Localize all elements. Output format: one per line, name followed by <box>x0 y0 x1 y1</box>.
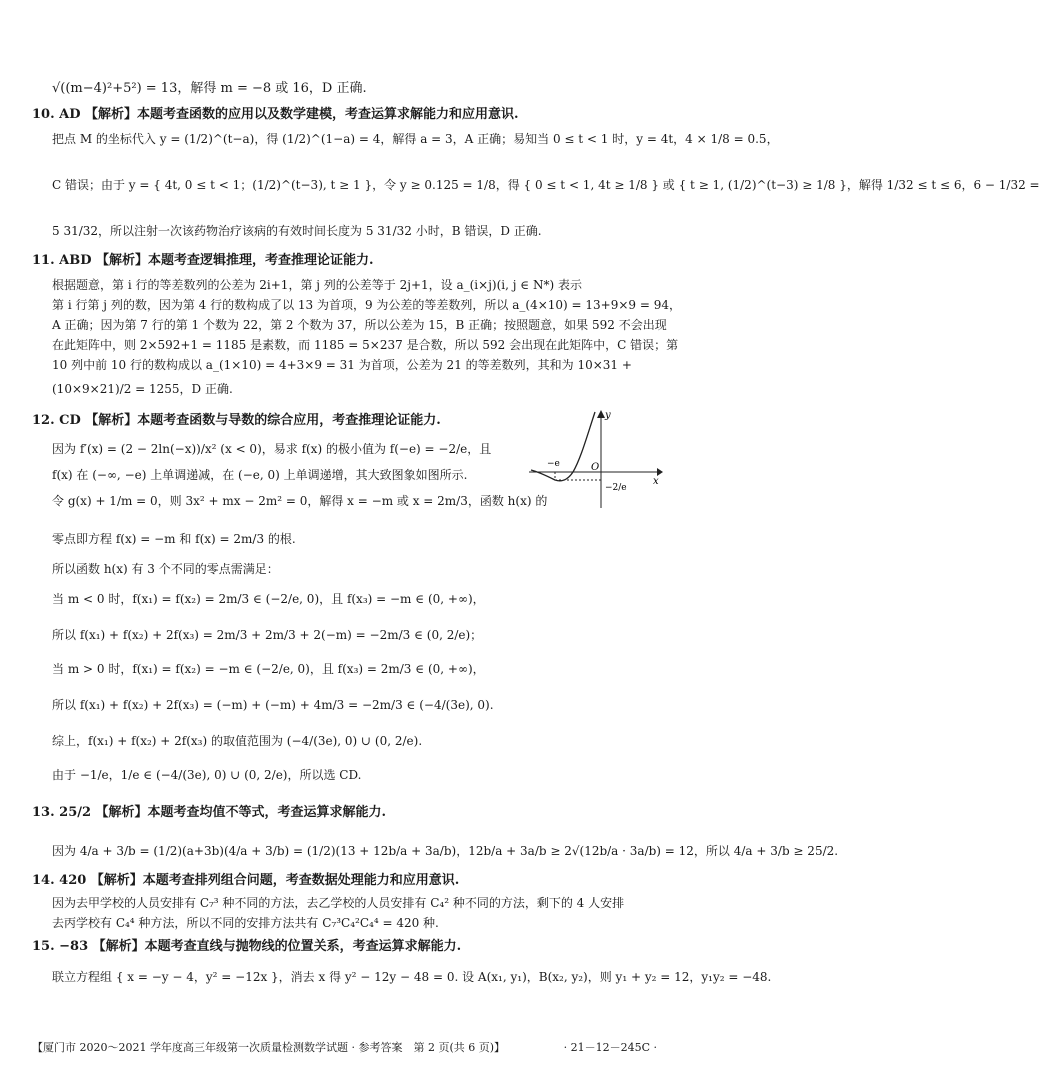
text-line: 当 m < 0 时，f(x₁) = f(x₂) = 2m/3 ∈ (−2/e, 0)，且 f(x₃) = −m ∈ (0, +∞)， <box>52 592 485 606</box>
text-line: f(x) 在 (−∞, −e) 上单调递减，在 (−e, 0) 上单调递增，其大致图象如图所示. <box>52 468 468 482</box>
text-line: 因为 4/a + 3/b = (1/2)(a+3b)(4/a + 3/b) = (1/2)(13 + 12b/a + 3a/b)，12b/a + 3a/b ≥ 2√(12b/a · 3a/b) = 12，所以 4/a + 3/b ≥ 25/2. <box>52 844 839 858</box>
x-axis-arrow-icon <box>657 468 663 476</box>
text-line: 把点 M 的坐标代入 y = (1/2)^(t−a)，得 (1/2)^(1−a) = 4，解得 a = 3，A 正确；易知当 0 ≤ t < 1 时，y = 4t，4 × 1/8 = 0.5， <box>52 132 779 146</box>
x-axis-label: x <box>653 476 659 487</box>
text-line: 零点即方程 f(x) = −m 和 f(x) = 2m/3 的根. <box>52 532 296 546</box>
text-line: 因为去甲学校的人员安排有 C₇³ 种不同的方法，去乙学校的人员安排有 C₄² 种不同的方法，剩下的 4 人安排 <box>52 896 625 910</box>
y-axis-arrow-icon <box>597 410 605 418</box>
function-graph <box>525 408 665 512</box>
answer-heading-14: 14. 420 【解析】本题考查排列组合问题，考查数据处理能力和应用意识. <box>32 873 460 888</box>
text-line: 联立方程组 { x = −y − 4，y² = −12x }，消去 x 得 y² − 12y − 48 = 0. 设 A(x₁, y₁)，B(x₂, y₂)，则 y₁ + y₂ = 12，y₁y₂ = −48. <box>52 970 772 984</box>
min-x-label: −e <box>547 459 560 469</box>
text-line: 根据题意，第 i 行的等差数列的公差为 2i+1，第 j 列的公差等于 2j+1，设 a_(i×j)(i, j ∈ N*) 表示 <box>52 278 582 292</box>
min-y-label: −2/e <box>605 483 627 493</box>
text-line: √((m−4)²+5²) = 13，解得 m = −8 或 16，D 正确. <box>52 81 367 96</box>
text-line: 因为 f′(x) = (2 − 2ln(−x))/x² (x < 0)，易求 f(x) 的极小值为 f(−e) = −2/e，且 <box>52 442 492 456</box>
text-line: A 正确；因为第 7 行的第 1 个数为 22，第 2 个数为 37，所以公差为 15，B 正确；按照题意，如果 592 不会出现 <box>52 318 667 332</box>
text-line: 由于 −1/e，1/e ∈ (−4/(3e), 0) ∪ (0, 2/e)，所以选 CD. <box>52 768 362 782</box>
text-line: (10×9×21)/2 = 1255，D 正确. <box>52 382 233 396</box>
text-line: 第 i 行第 j 列的数，因为第 4 行的数构成了以 13 为首项，9 为公差的等差数列，所以 a_(4×10) = 13+9×9 = 94， <box>52 298 682 312</box>
text-line: 所以 f(x₁) + f(x₂) + 2f(x₃) = 2m/3 + 2m/3 + 2(−m) = −2m/3 ∈ (0, 2/e)； <box>52 628 483 642</box>
text-line: 所以 f(x₁) + f(x₂) + 2f(x₃) = (−m) + (−m) + 4m/3 = −2m/3 ∈ (−4/(3e), 0). <box>52 698 494 712</box>
text-line: 5 31/32，所以注射一次该药物治疗该病的有效时间长度为 5 31/32 小时，B 错误，D 正确. <box>52 224 542 238</box>
text-line: 当 m > 0 时，f(x₁) = f(x₂) = −m ∈ (−2/e, 0)，且 f(x₃) = 2m/3 ∈ (0, +∞)， <box>52 662 485 676</box>
footer-title: 【厦门市 2020～2021 学年度高三年级第一次质量检测数学试题 · 参考答案 第 2 页(共 6 页)】 <box>32 1041 506 1054</box>
curve-f <box>531 412 595 481</box>
text-line: 所以函数 h(x) 有 3 个不同的零点需满足： <box>52 562 279 576</box>
text-line: 去丙学校有 C₄⁴ 种方法，所以不同的安排方法共有 C₇³C₄²C₄⁴ = 420 种. <box>52 916 439 930</box>
origin-label: O <box>591 462 600 473</box>
text-line: 在此矩阵中，则 2×592+1 = 1185 是素数，而 1185 = 5×237 是合数，所以 592 会出现在此矩阵中，C 错误；第 <box>52 338 679 352</box>
y-axis-label: y <box>605 410 611 421</box>
answer-heading-12: 12. CD 【解析】本题考查函数与导数的综合应用，考查推理论证能力. <box>32 413 441 428</box>
text-line: 综上，f(x₁) + f(x₂) + 2f(x₃) 的取值范围为 (−4/(3e), 0) ∪ (0, 2/e). <box>52 734 423 748</box>
answer-heading-15: 15. −83 【解析】本题考查直线与抛物线的位置关系，考查运算求解能力. <box>32 939 462 954</box>
answer-heading-13: 13. 25/2 【解析】本题考查均值不等式，考查运算求解能力. <box>32 805 387 820</box>
text-line: 令 g(x) + 1/m = 0，则 3x² + mx − 2m² = 0，解得 x = −m 或 x = 2m/3，函数 h(x) 的 <box>52 494 548 508</box>
answer-heading-10: 10. AD 【解析】本题考查函数的应用以及数学建模，考查运算求解能力和应用意识. <box>32 107 519 122</box>
text-line: C 错误；由于 y = { 4t, 0 ≤ t < 1；(1/2)^(t−3), t ≥ 1 }，令 y ≥ 0.125 = 1/8，得 { 0 ≤ t < 1, 4t ≥ 1/8 } 或 { t ≥ 1, (1/2)^(t−3) ≥ 1/8 }，解得 1/32 ≤ t ≤ 6，6 − 1/32 = <box>52 178 1040 192</box>
text-line: 10 列中前 10 行的数构成以 a_(1×10) = 4+3×9 = 31 为首项，公差为 21 的等差数列，其和为 10×31 + <box>52 358 632 372</box>
answer-heading-11: 11. ABD 【解析】本题考查逻辑推理，考查推理论证能力. <box>32 253 374 268</box>
footer-code: · 21－12－245C · <box>563 1041 657 1054</box>
